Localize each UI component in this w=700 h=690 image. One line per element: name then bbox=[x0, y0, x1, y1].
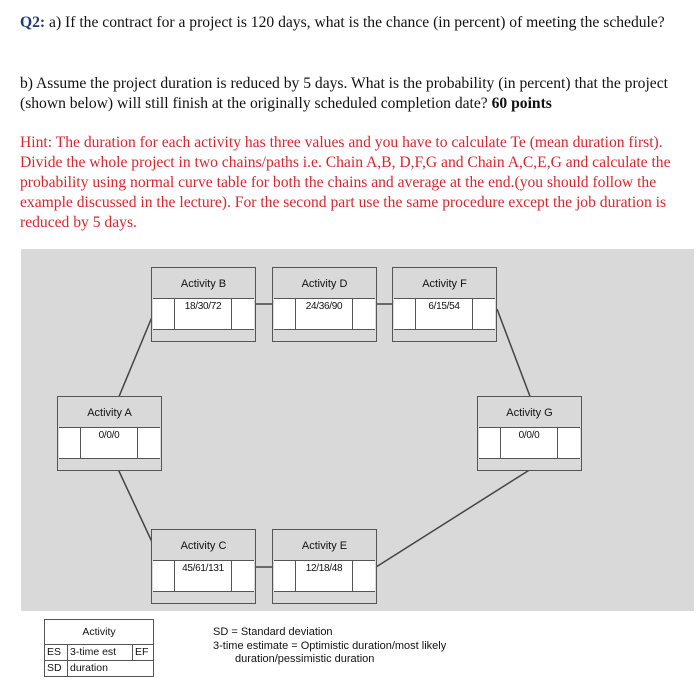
activity-estimate: 12/18/48 bbox=[296, 561, 353, 576]
activity-estimate: 6/15/54 bbox=[416, 299, 473, 314]
network-diagram bbox=[21, 249, 694, 611]
activity-estimate: 45/61/131 bbox=[175, 561, 232, 576]
activity-estimate: 0/0/0 bbox=[501, 428, 558, 443]
hint-text: Hint: The duration for each activity has three values and you have to calculate Te (mean duration first). Divide the whole project in two chains/paths i.e. Chain A,B, D,F,G and Chain A,C,E,G and calculate the probability using normal curve table for both the chains and average at the end.(you should follow the example discussed in the lecture). For the second part use the same procedure except the job duration is reduced by 5 days. bbox=[20, 134, 671, 231]
legend-title: Activity bbox=[82, 626, 116, 638]
activity-title: Activity F bbox=[422, 278, 467, 290]
activity-title: Activity D bbox=[301, 278, 348, 290]
activity-title: Activity G bbox=[506, 407, 553, 419]
activity-title: Activity A bbox=[87, 407, 132, 419]
activity-title: Activity E bbox=[301, 540, 348, 552]
question-number: Q2: bbox=[20, 14, 46, 31]
legend-key-box bbox=[44, 619, 154, 677]
estimate-definition-line2: duration/pessimistic duration bbox=[235, 653, 375, 665]
legend-es: ES bbox=[45, 645, 68, 660]
question-part-a bbox=[20, 13, 692, 33]
estimate-definition-line1: 3-time estimate = Optimistic duration/most likely bbox=[213, 639, 447, 652]
legend-duration: duration bbox=[70, 662, 108, 674]
activity-title: Activity C bbox=[180, 540, 227, 552]
points-label: 60 points bbox=[491, 95, 552, 112]
activity-g-node bbox=[477, 396, 582, 471]
activity-estimate: 24/36/90 bbox=[296, 299, 353, 314]
activity-estimate: 0/0/0 bbox=[81, 428, 138, 443]
activity-f-node bbox=[392, 267, 497, 342]
part-a-text: a) If the contract for a project is 120 days, what is the chance (in percent) of meeting the schedule? bbox=[49, 14, 665, 31]
legend-sd: SD bbox=[45, 661, 68, 676]
activity-a-node bbox=[57, 396, 162, 471]
activity-c-node bbox=[151, 529, 256, 604]
activity-title: Activity B bbox=[180, 278, 227, 290]
activity-d-node bbox=[272, 267, 377, 342]
legend-estimate: 3-time est bbox=[68, 645, 133, 660]
sd-definition: SD = Standard deviation bbox=[213, 626, 333, 638]
legend-ef: EF bbox=[135, 646, 149, 658]
activity-b-node bbox=[151, 267, 256, 342]
question-part-b bbox=[20, 74, 692, 114]
part-b-text: b) Assume the project duration is reduced by 5 days. What is the probability (in percent) that the project (shown below) will still finish at the originally scheduled completion date? bbox=[20, 75, 668, 112]
activity-estimate: 18/30/72 bbox=[175, 299, 232, 314]
activity-e-node bbox=[272, 529, 377, 604]
legend-definitions bbox=[213, 626, 446, 667]
